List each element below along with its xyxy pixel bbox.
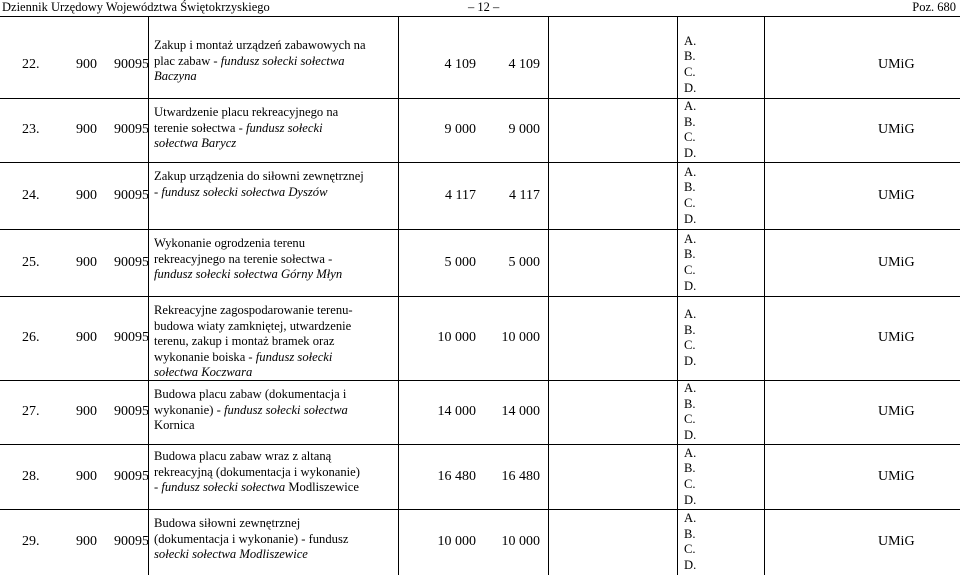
stage-letter: A. (684, 381, 697, 395)
stage-letter: B. (684, 461, 696, 476)
stage-letter: D. (684, 278, 697, 293)
unit-name: UMiG (878, 56, 915, 72)
description-text: Utwardzenie placu rekreacyjnego na terenie sołectwa - (154, 105, 339, 135)
rozdzial-code: 90095 (114, 56, 149, 72)
row-number: 27. (22, 404, 40, 419)
stage-letters (684, 446, 696, 509)
task-description (154, 387, 366, 434)
rozdzial-code: 90095 (114, 187, 149, 203)
amount-planned: 5 000 (508, 254, 540, 270)
row-divider (0, 229, 960, 230)
stage-letter: C. (684, 262, 696, 277)
stage-letter: B. (684, 526, 696, 541)
row-number: 22. (22, 56, 40, 72)
stage-letter: A. (684, 231, 697, 246)
stage-letter: C. (684, 542, 696, 557)
task-description (154, 236, 366, 283)
stage-letter: C. (684, 476, 696, 491)
stage-letter: C. (684, 64, 696, 79)
description-text: Zakup i montaż urządzeń zabawowych na plac zabaw - (154, 38, 366, 68)
stage-letter: D. (684, 558, 697, 573)
dzial-code: 900 (76, 56, 97, 72)
row-divider (0, 98, 960, 99)
amount-planned: 4 109 (508, 56, 540, 72)
stage-letters (684, 381, 696, 444)
unit-name: UMiG (878, 330, 915, 345)
dzial-code: 900 (76, 404, 97, 419)
page-number: – 12 – (468, 0, 500, 14)
fund-source-text: fundusz sołecki sołectwa Górny Młyn (154, 267, 343, 282)
village-name: Modliszewice (285, 480, 359, 495)
task-description (154, 516, 366, 563)
row-number: 25. (22, 254, 40, 270)
fund-source-text: fundusz sołecki sołectwa Koczwara (154, 349, 333, 380)
fund-source-text: fundusz sołecki sołectwa Barycz (154, 120, 323, 151)
stage-letter: D. (684, 492, 697, 507)
row-number: 23. (22, 122, 40, 137)
task-description (154, 38, 366, 85)
description-text: Wykonanie ogrodzenia terenu rekreacyjnego na terenie sołectwa - (154, 236, 333, 266)
stage-letter: B. (684, 180, 696, 195)
rozdzial-code: 90095 (114, 330, 149, 345)
stage-letter: C. (684, 195, 696, 210)
unit-name: UMiG (878, 254, 915, 270)
task-description (154, 105, 366, 152)
rozdzial-code: 90095 (114, 404, 149, 419)
description-text: Rekreacyjne zagospodarowanie terenu- budowa wiaty zamkniętej, utwardzenie terenu, zakup i montaż bramek oraz wykonanie boiska - (154, 303, 353, 364)
amount-total: 5 000 (444, 254, 476, 270)
rozdzial-code: 90095 (114, 254, 149, 270)
amount-planned: 4 117 (509, 187, 540, 203)
stage-letter: B. (684, 247, 696, 262)
stage-letters (684, 511, 696, 574)
position-number: Poz. 680 (912, 0, 956, 14)
dzial-code: 900 (76, 534, 97, 549)
page-header (0, 0, 960, 16)
dzial-code: 900 (76, 468, 97, 484)
dzial-code: 900 (76, 254, 97, 270)
stage-letters (684, 165, 696, 228)
amount-total: 4 117 (445, 187, 476, 203)
rozdzial-code: 90095 (114, 534, 149, 549)
amount-total: 4 109 (444, 56, 476, 72)
fund-source-text: fundusz sołecki sołectwa Baczyna (154, 53, 345, 84)
fund-source-text: sołecki sołectwa Modliszewice (154, 547, 308, 562)
stage-letters (684, 99, 696, 162)
description-text: Zakup urządzenia do siłowni zewnętrznej - (154, 169, 364, 199)
stage-letter: C. (684, 412, 696, 427)
row-number: 24. (22, 187, 40, 203)
stage-letter: D. (684, 211, 697, 226)
row-number: 29. (22, 534, 40, 549)
row-divider (0, 296, 960, 297)
fund-source-text: fundusz sołecki sołectwa (161, 480, 286, 495)
village-name: Kornica (154, 418, 195, 433)
unit-name: UMiG (878, 534, 915, 549)
fund-source-text: fundusz sołecki sołectwa (223, 402, 348, 417)
stage-letter: A. (684, 99, 697, 113)
stage-letter: A. (684, 33, 697, 48)
stage-letter: C. (684, 130, 696, 145)
stage-letter: A. (684, 307, 697, 321)
stage-letter: B. (684, 114, 696, 129)
stage-letter: B. (684, 49, 696, 64)
stage-letter: D. (684, 428, 697, 443)
dzial-code: 900 (76, 122, 97, 137)
unit-name: UMiG (878, 187, 915, 203)
dzial-code: 900 (76, 187, 97, 203)
amount-planned: 14 000 (501, 404, 540, 419)
description-text: Budowa placu zabaw wraz z altaną rekreacyjną (dokumentacja i wykonanie) - (154, 449, 360, 495)
row-divider (0, 444, 960, 445)
amount-total: 9 000 (444, 122, 476, 137)
unit-name: UMiG (878, 468, 915, 484)
row-number: 26. (22, 330, 40, 345)
stage-letter: D. (684, 80, 697, 95)
stage-letter: D. (684, 146, 697, 161)
stage-letters (684, 307, 696, 370)
stage-letter: A. (684, 511, 697, 525)
stage-letters (684, 232, 696, 295)
unit-name: UMiG (878, 122, 915, 137)
task-description (154, 449, 366, 496)
amount-planned: 9 000 (508, 122, 540, 137)
rozdzial-code: 90095 (114, 122, 149, 137)
stage-letter: B. (684, 396, 696, 411)
stage-letter: A. (684, 164, 697, 179)
stage-letters (684, 34, 696, 97)
row-number: 28. (22, 468, 40, 484)
amount-planned: 16 480 (501, 468, 540, 484)
task-description (154, 169, 366, 200)
fund-source-text: fundusz sołecki sołectwa Dyszów (161, 184, 328, 199)
amount-planned: 10 000 (501, 330, 540, 345)
amount-total: 10 000 (437, 330, 476, 345)
amount-total: 10 000 (437, 534, 476, 549)
amount-planned: 10 000 (501, 534, 540, 549)
unit-name: UMiG (878, 404, 915, 419)
task-description (154, 303, 366, 381)
row-divider (0, 509, 960, 510)
header-rule (0, 16, 960, 17)
row-divider (0, 162, 960, 163)
dzial-code: 900 (76, 330, 97, 345)
amount-total: 14 000 (437, 404, 476, 419)
description-text: Budowa placu zabaw (dokumentacja i wykonanie) - (154, 387, 347, 417)
stage-letter: A. (684, 445, 697, 460)
amount-total: 16 480 (437, 468, 476, 484)
stage-letter: C. (684, 338, 696, 353)
stage-letter: D. (684, 354, 697, 369)
stage-letter: B. (684, 322, 696, 337)
rozdzial-code: 90095 (114, 468, 149, 484)
description-text: Budowa siłowni zewnętrznej (dokumentacja i wykonanie) - fundusz (154, 516, 349, 546)
row-divider (0, 380, 960, 381)
journal-title: Dziennik Urzędowy Województwa Świętokrzyskiego (2, 0, 270, 14)
